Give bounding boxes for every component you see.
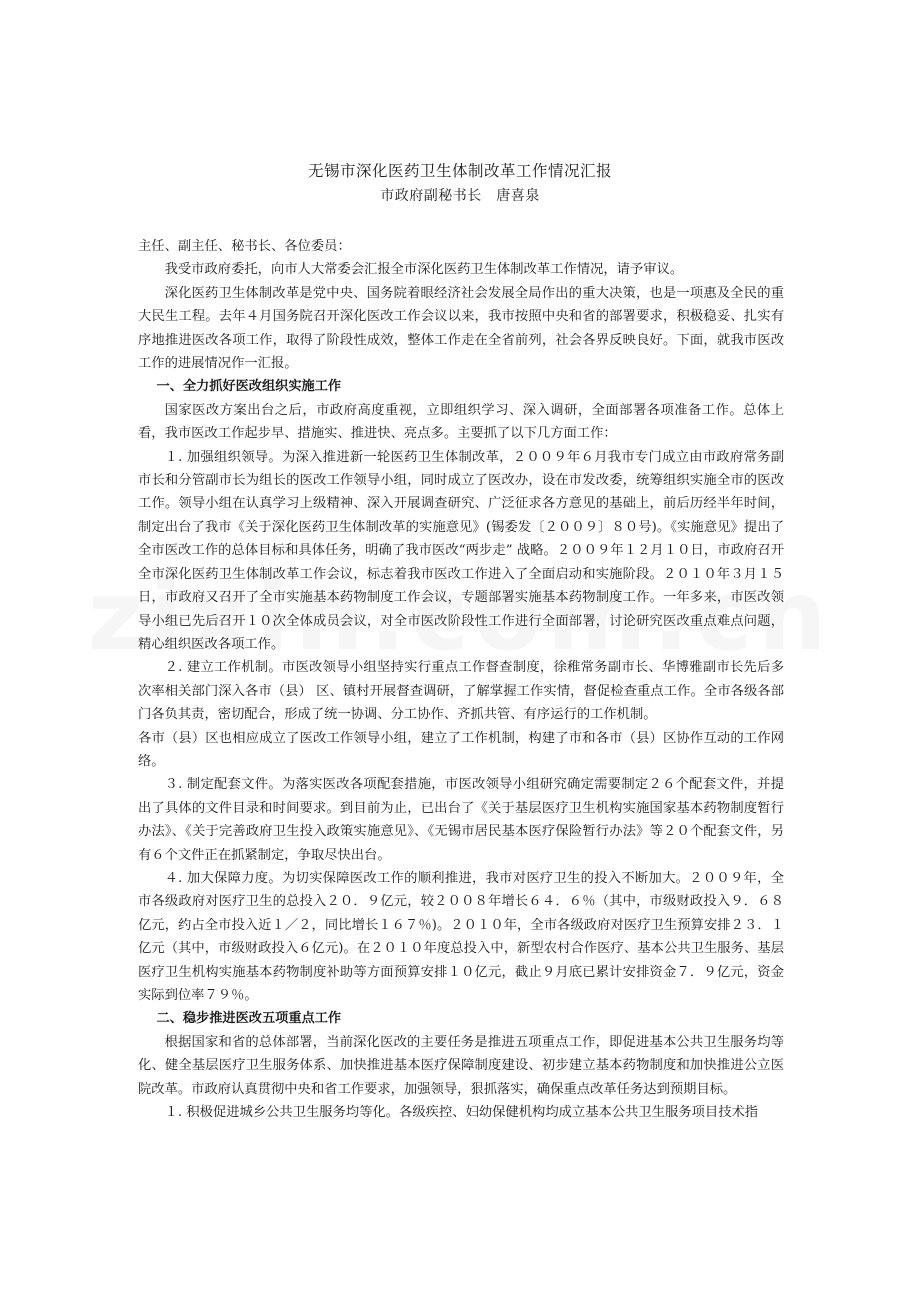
paragraph: 我受市政府委托，向市人大常委会汇报全市深化医药卫生体制改革工作情况，请予审议。 [164,262,684,278]
paragraph: １. 积极促进城乡公共卫生服务均等化。各级疾控、妇幼保健机构均成立基本公共卫生服务项目技术指 [164,1105,759,1121]
document-body [138,235,784,1124]
section-heading: 二、稳步推进医改五项重点工作 [156,1011,342,1027]
paragraph: 深化医药卫生体制改革是党中央、国务院着眼经济社会发展全局作出的重大决策，也是一项惠及全民的重大民生工程。去年４月国务院召开深化医改工作会议以来，我市按照中央和省的部署要求，积极稳妥、扎实有序地推进医改各项工作，取得了阶段性成效，整体工作走在全省前列，社会各界反映良好。下面，就我市医改工作的进展情况作一汇报。 [138,285,784,372]
document-author: 市政府副秘书长 唐喜泉 [380,188,540,204]
paragraph: 根据国家和省的总体部署，当前深化医改的主要任务是推进五项重点工作，即促进基本公共卫生服务均等化、健全基层医疗卫生服务体系、加快推进基本医疗保障制度建设、初步建立基本药物制度和加快推进公立医院改革。市政府认真贯彻中央和省工作要求，加强领导，狠抓落实，确保重点改革任务达到预期目标。 [138,1034,784,1097]
section-heading: 一、全力抓好医改组织实施工作 [156,379,342,395]
paragraph: ２. 建立工作机制。市医改领导小组坚持实行重点工作督查制度，徐稚常务副市长、华博雅副市长先后多次率相关部门深入各市（县） 区、镇村开展督查调研，了解掌握工作实情，督促检查重点工作。全市各级各部门各负其责，密切配合，形成了统一协调、分工协作、齐抓共管、有序运行的工作机制。 [138,660,784,723]
paragraph: ４. 加大保障力度。为切实保障医改工作的顺利推进，我市对医疗卫生的投入不断加大。２００９年，全市各级政府对医疗卫生的总投入２０．９亿元，较２００８年增长６４．６％（其中，市级财政投入９．６８亿元，约占全市投入近１／２，同比增长１６７％)。２０１０年，全市各级政府对医疗卫生预算安排２３．１亿元（其中，市级财政投入６亿元)。在２０１０年度总投入中，新型农村合作医疗、基本公共卫生服务、基层医疗卫生机构实施基本药物制度补助等方面预算安排１０亿元，截止９月底已累计安排资金７．９亿元，资金实际到位率７９％。 [138,870,784,1003]
paragraph: ３. 制定配套文件。为落实医改各项配套措施，市医改领导小组研究确定需要制定２６个配套文件，并提出了具体的文件目录和时间要求。到目前为止，已出台了《关于基层医疗卫生机构实施国家基本药物制度暂行办法》、《关于完善政府卫生投入政策实施意见》、《无锡市居民基本医疗保险暂行办法》等２０个配套文件，另有６个文件正在抓紧制定，争取尽快出台。 [138,777,784,863]
paragraph: 国家医改方案出台之后，市政府高度重视，立即组织学习、深入调研，全面部署各项准备工作。总体上看，我市医改工作起步早、措施实、推进快、亮点多。主要抓了以下几方面工作： [138,402,784,442]
salutation: 主任、副主任、秘书长、各位委员： [138,239,351,254]
paragraph: １. 加强组织领导。为深入推进新一轮医药卫生体制改革，２００９年６月我市专门成立由市政府常务副市长和分管副市长为组长的医改工作领导小组，同时成立了医改办，设在市发改委，统筹组织实施全市的医改工作。领导小组在认真学习上级精神、深入开展调查研究、广泛征求各方意见的基础上，前后历经半年时间，制定出台了我市《关于深化医药卫生体制改革的实施意见》(锡委发〔２００９〕８０号)。《实施意见》提出了全市医改工作的总体目标和具体任务，明确了我市医改“两步走” 战略。２００９年１２月１０日，市政府召开全市深化医药卫生体制改革工作会议，标志着我市医改工作进入了全面启动和实施阶段。２０１０年３月１５日，市政府又召开了全市实施基本药物制度工作会议，专题部署实施基本药物制度工作。一年多来，市医改领导小组已先后召开１０次全体成员会议，对全市医改阶段性工作进行全面部署，讨论研究医改重点难点问题，精心组织医改各项工作。 [138,449,784,652]
document-title: 无锡市深化医药卫生体制改革工作情况汇报 [307,162,612,180]
paragraph: 各市（县）区也相应成立了医改工作领导小组，建立了工作机制，构建了市和各市（县）区协作互动的工作网络。 [138,730,784,769]
